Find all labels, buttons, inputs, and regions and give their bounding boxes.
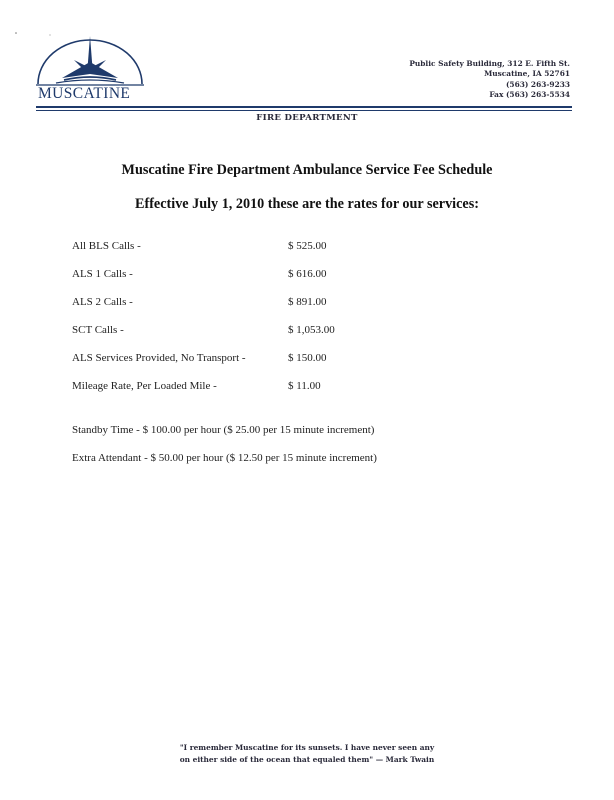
document-subtitle: Effective July 1, 2010 these are the rates for our services:	[135, 196, 479, 212]
extra-attendant-rate: Extra Attendant - $ 50.00 per hour ($ 12.50 per 15 minute increment)	[72, 452, 377, 464]
address-block	[409, 59, 570, 101]
fee-label: ALS 2 Calls -	[72, 296, 133, 308]
fee-value: $ 11.00	[288, 380, 321, 392]
fee-row	[72, 268, 492, 296]
quote-line: on either side of the ocean that equaled them" — Mark Twain	[179, 755, 435, 764]
fee-row	[72, 240, 492, 268]
fee-row	[72, 380, 492, 408]
quote-line: "I remember Muscatine for its sunsets. I have never seen any	[179, 743, 435, 752]
address-line: Public Safety Building, 312 E. Fifth St.	[409, 59, 570, 68]
address-line: Muscatine, IA 52761	[484, 69, 570, 79]
fee-label: All BLS Calls -	[72, 240, 141, 252]
fee-value: $ 891.00	[288, 296, 327, 308]
fee-label: ALS Services Provided, No Transport -	[72, 352, 246, 364]
fee-label: SCT Calls -	[72, 324, 124, 336]
header-rule-thin	[36, 110, 572, 111]
fee-label: ALS 1 Calls -	[72, 268, 133, 280]
fee-row	[72, 352, 492, 380]
document-title: Muscatine Fire Department Ambulance Service Fee Schedule	[121, 162, 493, 178]
sunset-star-icon	[34, 34, 146, 86]
phone-line: (563) 263-9233	[505, 79, 570, 89]
fax-line: Fax (563) 263-5534	[489, 90, 570, 100]
fee-value: $ 150.00	[288, 352, 327, 364]
fee-schedule	[72, 240, 492, 408]
header-rule	[36, 106, 572, 108]
logo-wordmark: MUSCATINE	[38, 85, 131, 102]
fee-value: $ 1,053.00	[288, 324, 335, 336]
fee-value: $ 616.00	[288, 268, 327, 280]
standby-time-rate: Standby Time - $ 100.00 per hour ($ 25.00 per 15 minute increment)	[72, 424, 375, 436]
department-name: FIRE DEPARTMENT	[256, 113, 358, 123]
footer-quote	[0, 742, 614, 766]
fee-row	[72, 296, 492, 324]
muscatine-logo	[34, 34, 146, 106]
fee-label: Mileage Rate, Per Loaded Mile -	[72, 380, 217, 392]
fee-row	[72, 324, 492, 352]
fee-value: $ 525.00	[288, 240, 327, 252]
